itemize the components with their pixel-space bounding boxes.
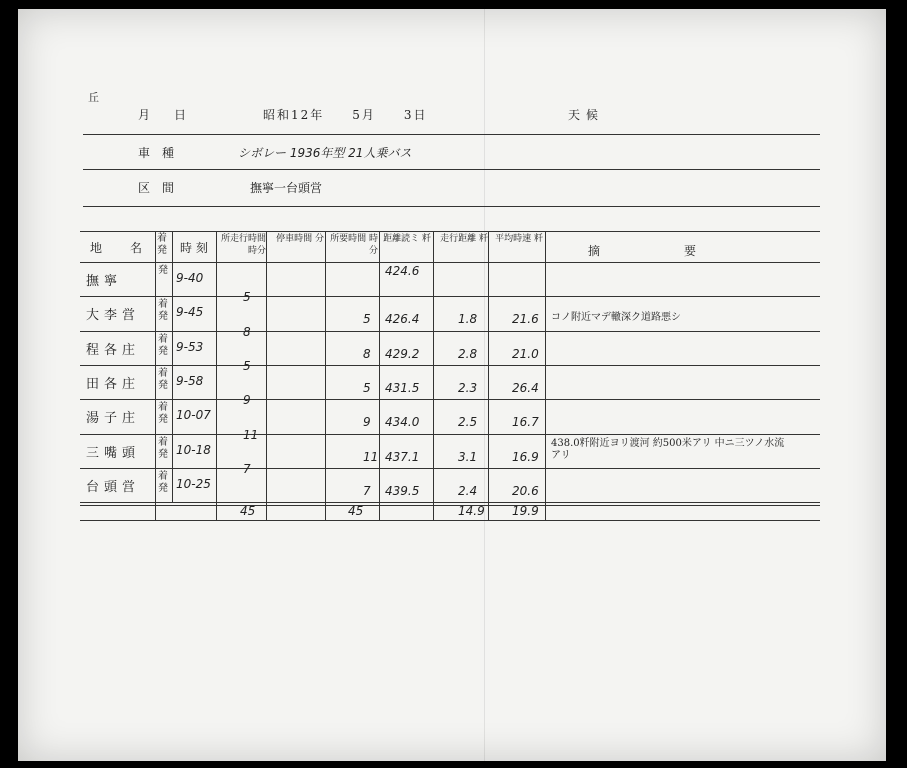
- required-time-value: 7: [363, 483, 371, 498]
- run-distance-value: 1.8: [458, 312, 478, 327]
- corner-mark: 丘: [88, 91, 99, 104]
- total-avg-speed: 19.9: [512, 504, 539, 519]
- table-divider: [216, 231, 217, 520]
- distance-value: 429.2: [385, 346, 420, 361]
- place-name: 台頭営: [86, 479, 141, 495]
- section-value: 撫寧一台頭営: [250, 181, 323, 195]
- table-rule: [80, 231, 820, 232]
- document-page: [18, 9, 886, 761]
- required-time-value: 9: [363, 415, 371, 430]
- date-label: 月 日: [138, 108, 193, 122]
- header-rule: [83, 206, 820, 207]
- distance-value: 434.0: [385, 415, 420, 430]
- run-time-value: 8: [243, 324, 251, 339]
- table-rule: [80, 365, 820, 366]
- time-value: 9-58: [176, 373, 204, 388]
- arr-dep-mark: 着発: [158, 436, 168, 460]
- run-time-value: 7: [243, 461, 251, 476]
- arr-dep-mark: 発: [158, 265, 168, 276]
- place-name: 程各庄: [86, 342, 141, 358]
- place-name: 大李営: [86, 308, 141, 324]
- section-label: 区 間: [138, 181, 175, 195]
- avg-speed-value: 16.9: [512, 449, 539, 464]
- run-distance-value: 2.4: [458, 483, 478, 498]
- col-time: 時 刻: [180, 241, 208, 255]
- total-run-distance: 14.9: [458, 504, 485, 519]
- time-value: 10-18: [176, 442, 211, 457]
- col-avg-speed: 平均時速 粁: [495, 234, 543, 244]
- weather-label: 天候: [568, 108, 605, 122]
- run-distance-value: 2.5: [458, 415, 478, 430]
- table-divider: [488, 231, 489, 520]
- distance-value: 437.1: [385, 449, 420, 464]
- run-distance-value: 2.3: [458, 380, 478, 395]
- place-name: 三嘴頭: [86, 445, 141, 461]
- table-divider: [172, 231, 173, 502]
- avg-speed-value: 20.6: [512, 483, 539, 498]
- table-rule: [80, 399, 820, 400]
- table-divider: [379, 231, 380, 520]
- run-distance-value: 3.1: [458, 449, 478, 464]
- distance-value: 439.5: [385, 483, 420, 498]
- required-time-value: 11: [363, 449, 379, 464]
- time-value: 10-25: [176, 476, 211, 491]
- col-run-distance: 走行距離 粁: [440, 234, 488, 244]
- table-rule: [80, 262, 820, 263]
- remarks-text: 438.0粁附近ヨリ渡河 約500米アリ 中ニ三ツノ水流アリ: [551, 437, 785, 461]
- arr-dep-mark: 着発: [158, 402, 168, 426]
- arr-dep-mark: 着発: [158, 367, 168, 391]
- col-distance: 距離読ミ 粁: [383, 234, 431, 244]
- arr-dep-mark: 着発: [158, 299, 168, 323]
- required-time-value: 5: [363, 312, 371, 327]
- time-value: 9-45: [176, 305, 204, 320]
- total-required-time: 45: [348, 504, 364, 519]
- arr-dep-mark: 着発: [158, 470, 168, 494]
- arr-dep-mark: 着発: [158, 333, 168, 357]
- col-required-time: 所要時間 時分: [330, 234, 378, 256]
- table-divider: [545, 231, 546, 520]
- run-time-value: 5: [243, 290, 251, 305]
- table-rule: [80, 331, 820, 332]
- required-time-value: 5: [363, 380, 371, 395]
- col-place: 地 名: [90, 241, 151, 255]
- date-value: 昭和12年 5月 3日: [263, 108, 428, 122]
- avg-speed-value: 21.6: [512, 312, 539, 327]
- table-rule: [80, 502, 820, 503]
- place-name: 湯子庄: [86, 411, 141, 427]
- place-name: 田各庄: [86, 376, 141, 392]
- avg-speed-value: 21.0: [512, 346, 539, 361]
- page-fold: [484, 9, 485, 761]
- table-rule: [80, 468, 820, 469]
- required-time-value: 8: [363, 346, 371, 361]
- distance-value: 431.5: [385, 380, 420, 395]
- table-divider: [266, 231, 267, 520]
- avg-speed-value: 26.4: [512, 380, 539, 395]
- col-arr-dep: 着発: [157, 233, 167, 256]
- time-value: 10-07: [176, 408, 211, 423]
- vehicle-value: シボレー 1936年型 21人乗バス: [238, 146, 412, 160]
- run-time-value: 5: [243, 358, 251, 373]
- table-rule: [80, 505, 820, 506]
- place-name: 撫寧: [86, 274, 123, 289]
- total-run-time: 45: [240, 504, 256, 519]
- distance-value: 424.6: [385, 264, 420, 278]
- table-divider: [155, 231, 156, 520]
- table-divider: [433, 231, 434, 520]
- col-stop-time: 停車時間 分: [276, 234, 324, 244]
- header-rule: [83, 169, 820, 170]
- vehicle-label: 車 種: [138, 146, 175, 160]
- header-rule: [83, 134, 820, 135]
- table-rule: [80, 520, 820, 521]
- run-time-value: 9: [243, 393, 251, 408]
- col-remarks: 摘 要: [588, 244, 709, 258]
- remarks-text: コノ附近マデ轍深ク道路悪シ: [551, 312, 681, 324]
- run-distance-value: 2.8: [458, 346, 478, 361]
- table-divider: [325, 231, 326, 520]
- avg-speed-value: 16.7: [512, 415, 539, 430]
- table-rule: [80, 296, 820, 297]
- time-value: 9-53: [176, 339, 204, 354]
- run-time-value: 11: [243, 427, 259, 442]
- table-rule: [80, 434, 820, 435]
- distance-value: 426.4: [385, 312, 420, 327]
- time-value: 9-40: [176, 271, 204, 285]
- col-run-time: 所走行時間 時分: [220, 234, 266, 256]
